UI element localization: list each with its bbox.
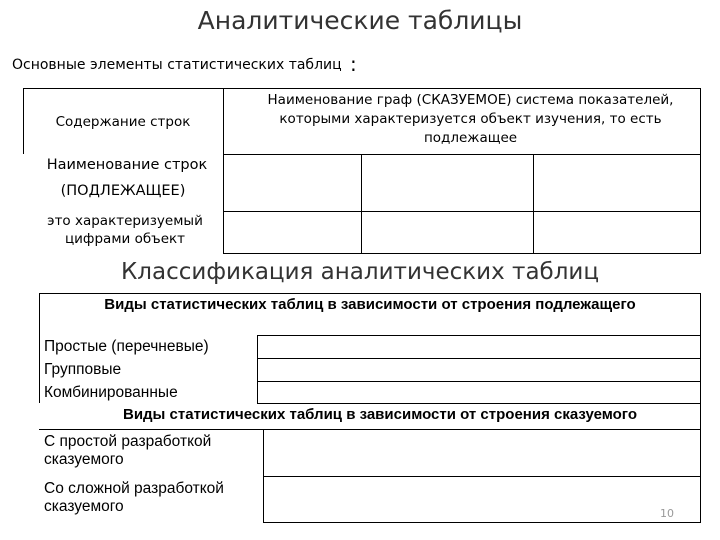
table-border [23, 88, 700, 89]
subject-type-simple: Простые (перечневые) [44, 338, 209, 355]
predicate-type-simple: С простой разработкой сказуемого [44, 433, 212, 468]
predicate-type-complex: Со сложной разработкой сказуемого [44, 480, 224, 515]
table-border [700, 88, 701, 254]
table-border [257, 358, 701, 359]
table-border [257, 403, 701, 404]
table-border [39, 293, 701, 294]
table-border [223, 154, 700, 155]
table-border [257, 381, 701, 382]
table-border [263, 476, 701, 477]
subject-type-combined: Комбинированные [44, 384, 178, 401]
column-header-cell: Наименование граф (СКАЗУЕМОЕ) система показателей, которыми характеризуется объект изучения, то есть подлежащее [267, 92, 674, 146]
table-border [223, 253, 700, 254]
slide-title: Аналитические таблицы [197, 6, 523, 35]
table-border [257, 335, 701, 336]
page-number: 10 [660, 507, 674, 520]
slide-subtitle: Основные элементы статистических таблиц [12, 57, 342, 73]
table-border [39, 429, 701, 430]
predicate-types-header: Виды статистических таблиц в зависимости от строения сказуемого [122, 406, 638, 423]
table-border [23, 88, 24, 154]
subtitle-colon: : [350, 52, 357, 76]
row-header-cell: Содержание строк [55, 114, 191, 130]
table-border [533, 154, 534, 254]
classification-heading: Классификация аналитических таблиц [120, 259, 600, 285]
table-border [223, 211, 700, 212]
row-description: это характеризуемый цифрами объект [47, 213, 203, 247]
table-border [263, 429, 264, 522]
row-name-line1: Наименование строк [46, 157, 208, 173]
subject-type-group: Групповые [44, 361, 122, 378]
table-border [263, 522, 701, 523]
subject-types-header: Виды статистических таблиц в зависимости от строения подлежащего [104, 296, 636, 313]
table-border [257, 335, 258, 403]
table-border [361, 154, 362, 254]
table-border [700, 293, 701, 403]
row-name-line2: (ПОДЛЕЖАЩЕЕ) [60, 183, 186, 199]
